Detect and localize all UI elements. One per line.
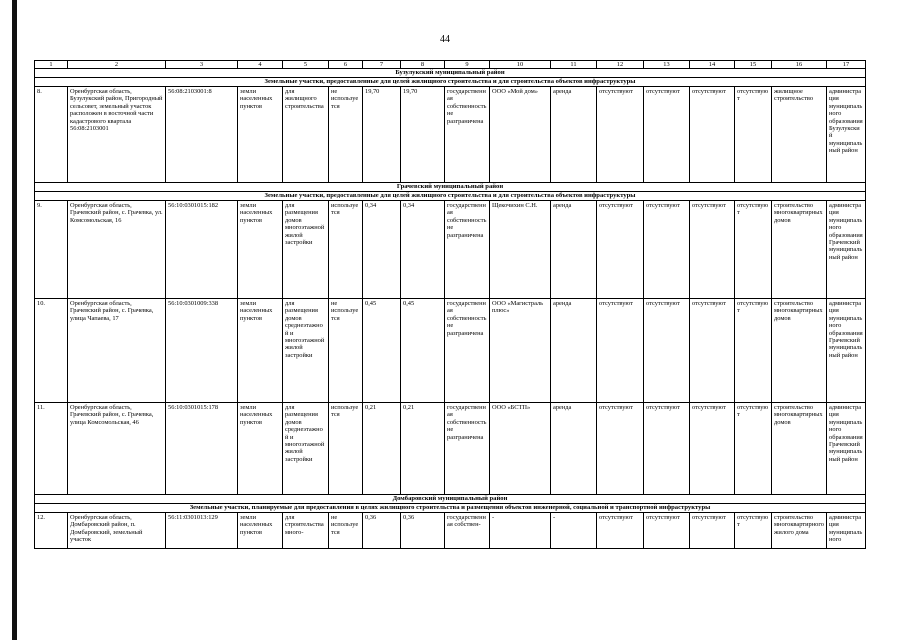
table-cell: отсутствуют (597, 87, 644, 183)
table-row (35, 299, 866, 403)
table-cell: 56:11:0301013:129 (166, 513, 238, 549)
table-cell: Оренбургская область, Домбаровский район, п. Домбаровский, земельный участок (68, 513, 166, 549)
table-cell: аренда (551, 87, 597, 183)
table-cell: для размещения домов многоэтажной жилой застройки (283, 201, 329, 299)
section-title: Грачевский муниципальный район (35, 183, 866, 192)
table-cell: Оренбургская область, Грачевский район, с. Грачевка, улица Чапаева, 17 (68, 299, 166, 403)
column-number: 6 (329, 61, 363, 69)
table-cell: 0,36 (401, 513, 445, 549)
table-cell: 10. (35, 299, 68, 403)
table-cell: ООО «Мой дом» (490, 87, 551, 183)
table-cell: отсутствуют (735, 299, 772, 403)
table-cell: 56:10:0301015:178 (166, 403, 238, 495)
column-number: 13 (644, 61, 690, 69)
column-number: 11 (551, 61, 597, 69)
table-row (35, 403, 866, 495)
section-subtitle: Земельные участки, планируемые для предоставления в целях жилищного строительства и размещения объектов инженерной, социальной и транспортной инфраструктуры (35, 504, 866, 513)
column-number: 17 (827, 61, 866, 69)
table-row (35, 87, 866, 183)
table-cell: Оренбургская область, Грачевский район, с. Грачевка, улица Комсомольская, 46 (68, 403, 166, 495)
table-cell: используется (329, 201, 363, 299)
table-cell: 0,34 (401, 201, 445, 299)
section-subtitle: Земельные участки, предоставленные для целей жилищного строительства и для строительства объектов инфраструктуры (35, 78, 866, 87)
table-cell: 56:08:2103001:8 (166, 87, 238, 183)
table-cell: - (490, 513, 551, 549)
table-cell: земли населенных пунктов (238, 201, 283, 299)
table-cell: аренда (551, 299, 597, 403)
table-cell: не используется (329, 87, 363, 183)
column-number: 8 (401, 61, 445, 69)
table-cell: государственная собственность не разграничена (445, 299, 490, 403)
section-subtitle-row (35, 78, 866, 87)
table-cell: 0,21 (363, 403, 401, 495)
table-cell: ООО «Магистраль плюс» (490, 299, 551, 403)
column-number: 4 (238, 61, 283, 69)
table-cell: 11. (35, 403, 68, 495)
column-number: 9 (445, 61, 490, 69)
column-number: 16 (772, 61, 827, 69)
table-cell: строительство многоквартирных домов (772, 299, 827, 403)
table-cell: государственная собственность не разграничена (445, 201, 490, 299)
table-row (35, 513, 866, 549)
column-number: 7 (363, 61, 401, 69)
table-cell: для размещения домов среднеэтажной и многоэтажной жилой застройки (283, 299, 329, 403)
table-cell: отсутствуют (690, 513, 735, 549)
table-cell: отсутствуют (690, 299, 735, 403)
page-number: 44 (440, 34, 450, 45)
section-title-row (35, 495, 866, 504)
table-body (35, 61, 866, 549)
table-cell: государственная собствен- (445, 513, 490, 549)
table-cell: 56:10:0301015:182 (166, 201, 238, 299)
table-cell: Оренбургская область, Грачевский район, с. Грачевка, ул. Комсомольская, 16 (68, 201, 166, 299)
table-cell: для размещения домов среднеэтажной и многоэтажной жилой застройки (283, 403, 329, 495)
table-cell: 12. (35, 513, 68, 549)
table-cell: земли населенных пунктов (238, 299, 283, 403)
table-cell: земли населенных пунктов (238, 513, 283, 549)
section-title-row (35, 183, 866, 192)
land-plots-table (34, 60, 866, 549)
table-cell: отсутствуют (644, 299, 690, 403)
table-cell: 0,45 (401, 299, 445, 403)
column-number: 12 (597, 61, 644, 69)
table-cell: 19,70 (363, 87, 401, 183)
column-number-row (35, 61, 866, 69)
table-cell: отсутствуют (735, 513, 772, 549)
table-cell: администрация муниципального образования Грачевский муниципальный район (827, 403, 866, 495)
section-subtitle-row (35, 192, 866, 201)
table-cell: 9. (35, 201, 68, 299)
table-cell: администрация муниципального (827, 513, 866, 549)
column-number: 5 (283, 61, 329, 69)
table-cell: отсутствуют (644, 201, 690, 299)
table-cell: 19,70 (401, 87, 445, 183)
table-cell: администрация муниципального образования Грачевский муниципальный район (827, 201, 866, 299)
table-cell: строительство многоквартирного жилого дома (772, 513, 827, 549)
table-cell: отсутствуют (690, 87, 735, 183)
table-cell: аренда (551, 201, 597, 299)
table-cell: отсутствуют (735, 201, 772, 299)
table-cell: для жилищного строительства (283, 87, 329, 183)
table-cell: 0,34 (363, 201, 401, 299)
table-cell: строительство многоквартирных домов (772, 403, 827, 495)
table-row (35, 201, 866, 299)
section-title-row (35, 69, 866, 78)
section-subtitle: Земельные участки, предоставленные для целей жилищного строительства и для строительства объектов инфраструктуры (35, 192, 866, 201)
table-cell: отсутствуют (644, 513, 690, 549)
table-cell: отсутствуют (597, 299, 644, 403)
column-number: 15 (735, 61, 772, 69)
table-cell: 56:10:0301009:338 (166, 299, 238, 403)
table-cell: администрация муниципального образования Бузулукский муниципальный район (827, 87, 866, 183)
table-cell: жилищное строительство (772, 87, 827, 183)
section-subtitle-row (35, 504, 866, 513)
table-cell: не используется (329, 513, 363, 549)
table-cell: администрация муниципального образования Грачевский муниципальный район (827, 299, 866, 403)
table-cell: аренда (551, 403, 597, 495)
column-number: 1 (35, 61, 68, 69)
table-cell: 0,45 (363, 299, 401, 403)
table-cell: Щекочихин С.Н. (490, 201, 551, 299)
column-number: 10 (490, 61, 551, 69)
section-title: Бузулукский муниципальный район (35, 69, 866, 78)
table-cell: не используется (329, 299, 363, 403)
column-number: 14 (690, 61, 735, 69)
table-cell: отсутствуют (690, 403, 735, 495)
table-cell: строительство многоквартирных домов (772, 201, 827, 299)
table-cell: земли населенных пунктов (238, 403, 283, 495)
section-title: Домбаровский муниципальный район (35, 495, 866, 504)
table-cell: ООО «БСТП» (490, 403, 551, 495)
table-cell: отсутствуют (597, 403, 644, 495)
table-cell: используется (329, 403, 363, 495)
column-number: 2 (68, 61, 166, 69)
table-cell: 8. (35, 87, 68, 183)
table-cell: отсутствуют (644, 87, 690, 183)
table-cell: Оренбургская область, Бузулукский район, Пригородный сельсовет, земельный участок расположен в восточной части кадастрового квартала 56:08:2103001 (68, 87, 166, 183)
table-cell: отсутствуют (644, 403, 690, 495)
table-cell: государственная собственность не разграничена (445, 403, 490, 495)
scan-edge-bar (12, 0, 17, 640)
column-number: 3 (166, 61, 238, 69)
table-cell: государственная собственность не разграничена (445, 87, 490, 183)
table-cell: отсутствуют (690, 201, 735, 299)
table-cell: земли населенных пунктов (238, 87, 283, 183)
table-cell: - (551, 513, 597, 549)
table-cell: отсутствуют (735, 403, 772, 495)
table-cell: отсутствуют (597, 201, 644, 299)
table-cell: отсутствуют (597, 513, 644, 549)
table-cell: 0,36 (363, 513, 401, 549)
table-cell: отсутствуют (735, 87, 772, 183)
table-cell: для строительства много- (283, 513, 329, 549)
table-cell: 0,21 (401, 403, 445, 495)
